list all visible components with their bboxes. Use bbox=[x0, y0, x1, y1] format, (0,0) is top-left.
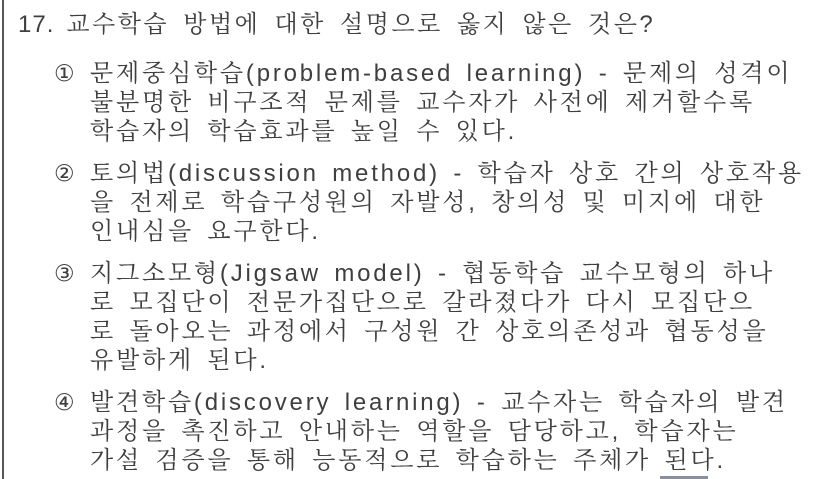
choice-2 bbox=[54, 159, 822, 246]
question-block bbox=[18, 10, 822, 479]
choice-2-marker: ② bbox=[54, 160, 75, 186]
choice-4-line-1: 발견학습(discovery learning) - 교수자는 학습자의 발견 bbox=[90, 389, 788, 416]
column-divider-line bbox=[2, 0, 4, 479]
choice-3-line-3: 로 돌아오는 과정에서 구성원 간 상호의존성과 협동성을 bbox=[90, 318, 769, 345]
question-number: 17. bbox=[18, 11, 55, 38]
choice-3-line-1: 지그소모형(Jigsaw model) - 협동학습 교수모형의 하나 bbox=[90, 260, 775, 287]
choice-2-line-2: 을 전제로 학습구성원의 자발성, 창의성 및 미지에 대한 bbox=[90, 189, 766, 216]
choice-4-line-3: 가설 검증을 통해 능동적으로 학습하는 주체가 된다. bbox=[90, 447, 726, 474]
choice-4-text bbox=[90, 388, 788, 475]
choice-4 bbox=[54, 388, 822, 475]
choice-4-line-2: 과정을 촉진하고 안내하는 역할을 담당하고, 학습자는 bbox=[90, 418, 739, 445]
choice-1-text bbox=[90, 59, 792, 146]
question-stem bbox=[18, 10, 822, 40]
choice-list bbox=[18, 59, 822, 475]
choice-2-line-1: 토의법(discussion method) - 학습자 상호 간의 상호작용 bbox=[90, 160, 804, 187]
choice-3-line-2: 로 모집단이 전문가집단으로 갈라졌다가 다시 모집단으 bbox=[90, 289, 755, 316]
choice-2-line-3: 인내심을 요구한다. bbox=[90, 218, 321, 245]
choice-3-text bbox=[90, 259, 775, 375]
choice-1 bbox=[54, 59, 822, 146]
choice-3 bbox=[54, 259, 822, 375]
choice-2-text bbox=[90, 159, 804, 246]
choice-3-marker: ③ bbox=[54, 260, 75, 286]
choice-1-line-2: 불분명한 비구조적 문제를 교수자가 사전에 제거할수록 bbox=[90, 89, 755, 116]
choice-1-line-1: 문제중심학습(problem-based learning) - 문제의 성격이 bbox=[90, 60, 793, 87]
choice-4-marker: ④ bbox=[54, 389, 75, 415]
choice-1-marker: ① bbox=[54, 60, 75, 86]
choice-3-line-4: 유발하게 된다. bbox=[90, 347, 269, 374]
choice-1-line-3: 학습자의 학습효과를 높일 수 있다. bbox=[90, 118, 518, 145]
question-text: 교수학습 방법에 대한 설명으로 옳지 않은 것은? bbox=[66, 11, 656, 38]
